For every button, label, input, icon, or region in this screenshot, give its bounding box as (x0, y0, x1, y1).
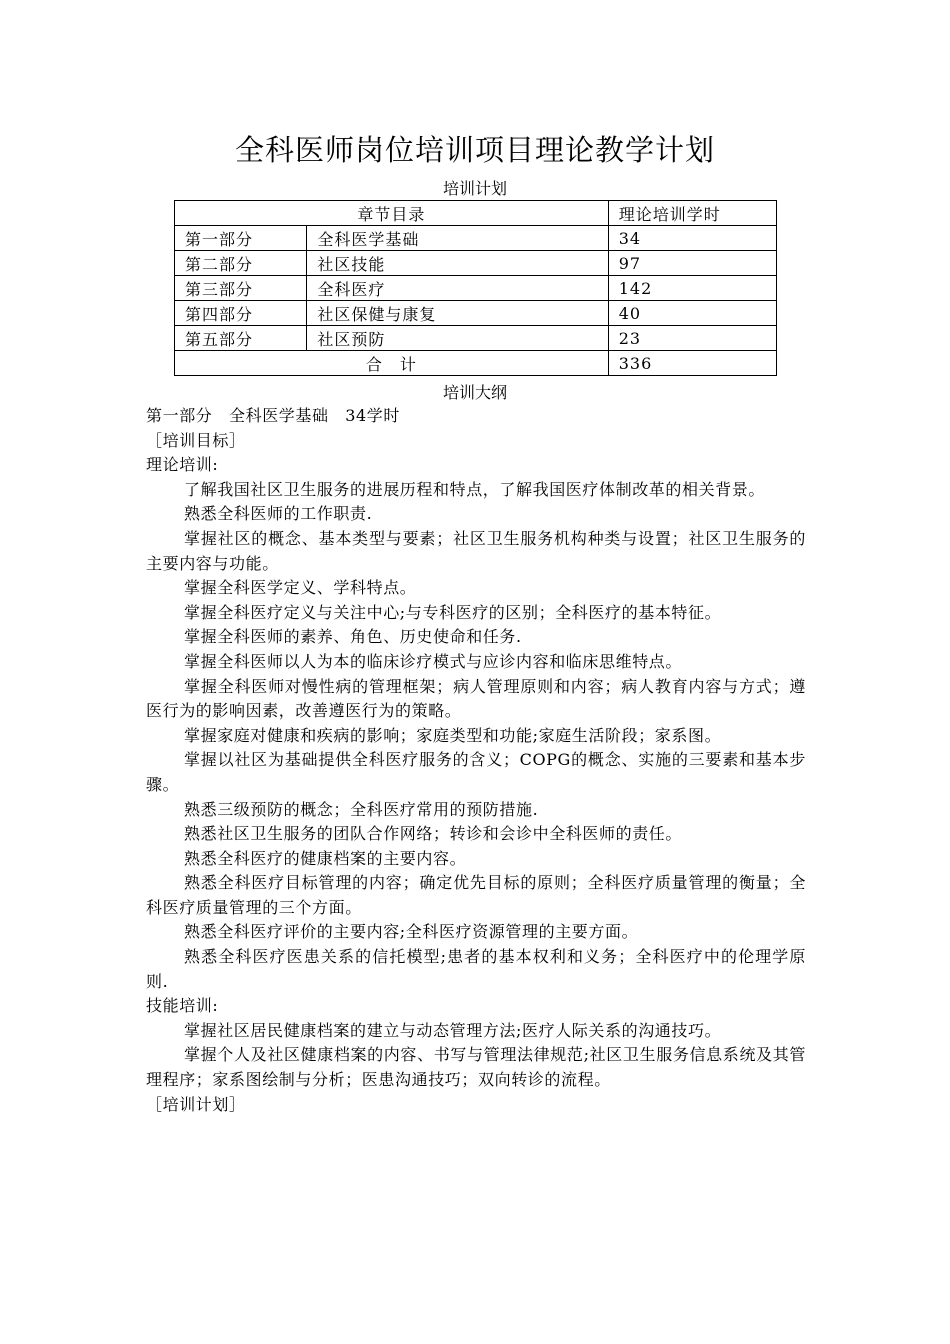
plan-subtitle: 培训计划 (442, 179, 507, 198)
theory-item: 掌握全科医师的素养、角色、历史使命和任务. (184, 627, 522, 647)
table-total-row (175, 351, 777, 376)
row-hours: 40 (608, 301, 776, 326)
row-name: 社区预防 (307, 326, 608, 351)
table-header-row (175, 201, 777, 226)
theory-item: 熟悉全科医疗医患关系的信托模型;患者的基本权利和义务；全科医疗中的伦理学原则. (146, 947, 806, 991)
training-plan-table (174, 200, 777, 376)
row-part: 第一部分 (175, 226, 307, 251)
theory-item: 熟悉全科医师的工作职责. (184, 504, 373, 524)
skill-item: 掌握社区居民健康档案的建立与动态管理方法;医疗人际关系的沟通技巧。 (184, 1020, 722, 1040)
row-hours: 34 (608, 226, 776, 251)
table-row (175, 226, 777, 251)
theory-item: 掌握全科医师对慢性病的管理框架；病人管理原则和内容；病人教育内容与方式；遵医行为的影响因素，改善遵医行为的策略。 (146, 676, 806, 721)
theory-item: 熟悉全科医疗评价的主要内容;全科医疗资源管理的主要方面。 (184, 922, 639, 942)
row-hours: 23 (608, 326, 776, 351)
theory-item: 掌握全科医师以人为本的临床诊疗模式与应诊内容和临床思维特点。 (184, 651, 683, 671)
table-row (175, 326, 777, 351)
header-hours: 理论培训学时 (608, 201, 776, 226)
row-name: 全科医学基础 (307, 226, 608, 251)
row-part: 第五部分 (175, 326, 307, 351)
theory-item: 掌握家庭对健康和疾病的影响；家庭类型和功能;家庭生活阶段；家系图。 (184, 725, 722, 745)
theory-item: 熟悉三级预防的概念；全科医疗常用的预防措施. (184, 799, 539, 819)
goal-heading: ［培训目标］ (146, 430, 246, 450)
plan-heading: ［培训计划］ (146, 1094, 246, 1114)
row-part: 第三部分 (175, 276, 307, 301)
document-title: 全科医师岗位培训项目理论教学计划 (234, 133, 715, 167)
row-hours: 142 (608, 276, 776, 301)
theory-item: 熟悉全科医疗的健康档案的主要内容。 (184, 848, 467, 868)
outline-subtitle: 培训大纲 (442, 383, 507, 402)
row-part: 第四部分 (175, 301, 307, 326)
row-hours: 97 (608, 251, 776, 276)
theory-item: 掌握以社区为基础提供全科医疗服务的含义；COPG的概念、实施的三要素和基本步骤。 (146, 750, 806, 794)
row-part: 第二部分 (175, 251, 307, 276)
total-label: 合 计 (175, 351, 609, 376)
theory-item: 掌握社区的概念、基本类型与要素；社区卫生服务机构种类与设置；社区卫生服务的主要内容与功能。 (146, 528, 806, 573)
row-name: 社区技能 (307, 251, 608, 276)
total-hours: 336 (608, 351, 776, 376)
header-chapter: 章节目录 (175, 201, 609, 226)
skill-item: 掌握个人及社区健康档案的内容、书写与管理法律规范;社区卫生服务信息系统及其管理程序；家系图绘制与分析；医患沟通技巧；双向转诊的流程。 (146, 1045, 806, 1090)
part-heading: 第一部分 全科医学基础 34学时 (146, 406, 400, 425)
table-row (175, 276, 777, 301)
theory-item: 熟悉社区卫生服务的团队合作网络；转诊和会诊中全科医师的责任。 (184, 824, 683, 844)
theory-item: 掌握全科医学定义、学科特点。 (184, 578, 417, 598)
outline-body (146, 404, 806, 1117)
theory-item: 掌握全科医疗定义与关注中心;与专科医疗的区别；全科医疗的基本特征。 (184, 602, 722, 622)
theory-heading: 理论培训: (146, 455, 219, 475)
row-name: 全科医疗 (307, 276, 608, 301)
table-row (175, 251, 777, 276)
skill-heading: 技能培训: (146, 996, 219, 1016)
theory-item: 熟悉全科医疗目标管理的内容；确定优先目标的原则；全科医疗质量管理的衡量；全科医疗质量管理的三个方面。 (146, 873, 806, 917)
theory-item: 了解我国社区卫生服务的进展历程和特点，了解我国医疗体制改革的相关背景。 (184, 479, 766, 499)
row-name: 社区保健与康复 (307, 301, 608, 326)
table-row (175, 301, 777, 326)
